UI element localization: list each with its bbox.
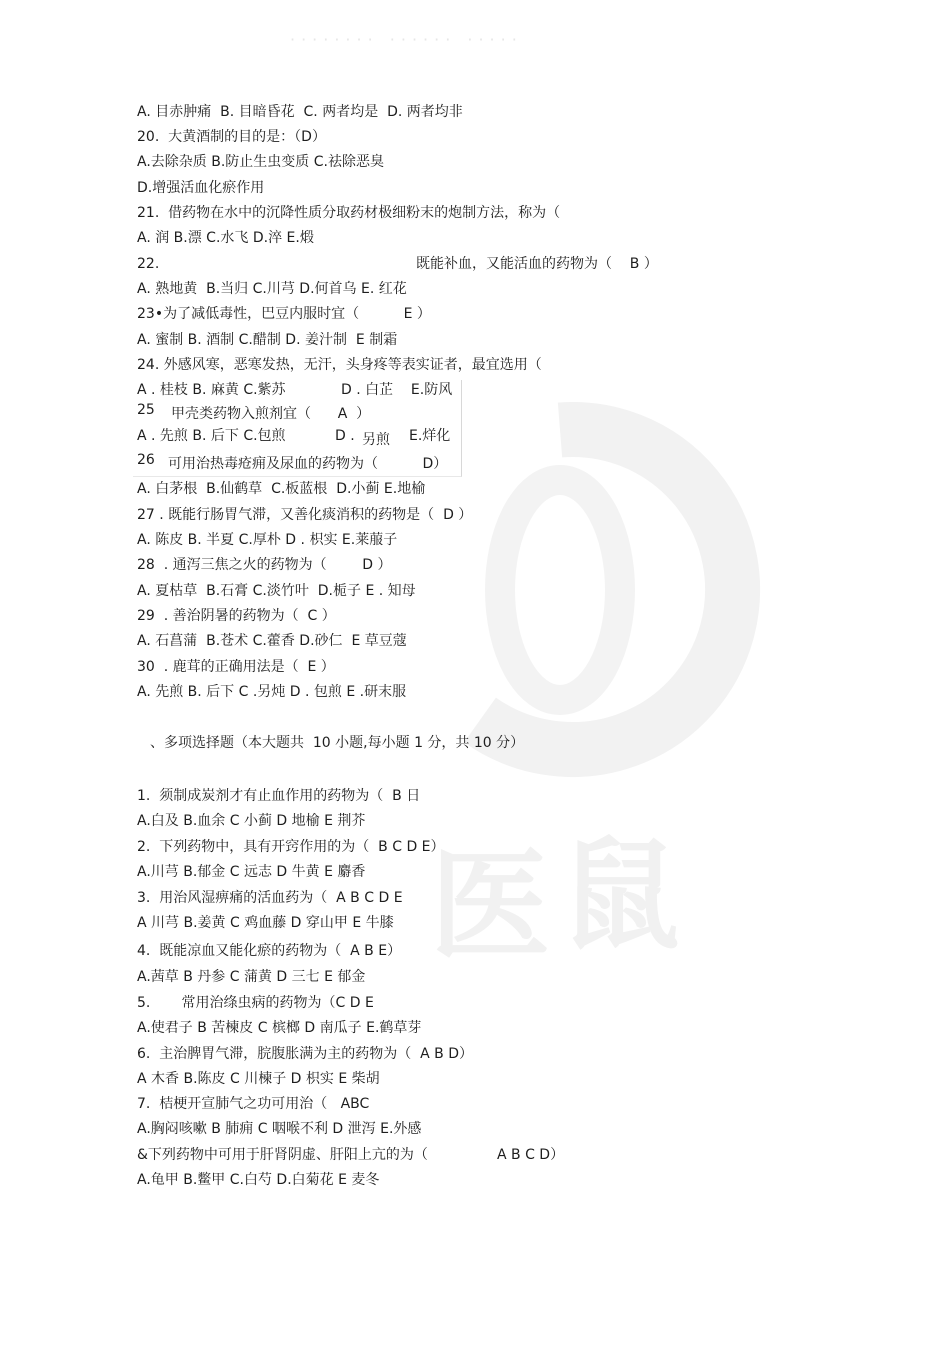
text-line-l24: A. 先煎 B. 后下 C .另炖 D . 包煎 E .研末服: [137, 684, 407, 700]
text-line-l25: 、多项选择题（本大题共 10 小题,每小题 1 分，共 10 分）: [150, 735, 525, 751]
text-line-l21: 29 . 善治阴暑的药物为（ C ）: [137, 608, 336, 624]
text-line-l09: 23•为了减低毒性，巴豆内服时宜（ E ）: [137, 306, 431, 322]
text-line-l36: 6. 主治脾胃气滞，脘腹胀满为主的药物为（ A B D）: [137, 1046, 474, 1062]
text-line-l34: 5. 常用治绦虫病的药物为（C D E: [137, 995, 374, 1011]
text-line-l06: A. 润 B.漂 C.水飞 D.淬 E.煅: [137, 230, 314, 246]
text-line-l30: 3. 用治风湿痹痛的活血药为（ A B C D E: [137, 890, 403, 906]
text-line-l13a: 25: [137, 402, 155, 418]
text-line-l29: A.川芎 B.郁金 C 远志 D 牛黄 E 麝香: [137, 864, 366, 880]
text-line-l12b: D . 白芷 E.防风: [341, 382, 453, 398]
text-line-l14b: D .: [335, 428, 355, 444]
text-line-l15a: 26: [137, 452, 155, 468]
text-line-l01: A. 目赤肿痛 B. 目暗昏花 C. 两者均是 D. 两者均非: [137, 104, 463, 120]
text-line-l32: 4. 既能凉血又能化瘀的药物为（ A B E）: [137, 943, 402, 959]
text-line-l19: 28 . 通泻三焦之火的药物为（ D ）: [137, 557, 392, 573]
text-line-l12a: A . 桂枝 B. 麻黄 C.紫苏: [137, 382, 286, 398]
text-line-l35: A.使君子 B 苦楝皮 C 槟榔 D 南瓜子 E.鹤草芽: [137, 1020, 422, 1036]
text-line-l02: 20. 大黄酒制的目的是：（D）: [137, 129, 326, 145]
text-line-l41: A.龟甲 B.鳖甲 C.白芍 D.白菊花 E 麦冬: [137, 1172, 380, 1188]
text-line-l22: A. 石菖蒲 B.苍术 C.藿香 D.砂仁 E 草豆蔻: [137, 633, 407, 649]
text-line-l13b: 甲壳类药物入煎剂宜（ A ）: [171, 406, 371, 422]
text-line-l16: A. 白茅根 B.仙鹤草 C.板蓝根 D.小蓟 E.地榆: [137, 481, 426, 497]
text-line-l07a: 22.: [137, 256, 160, 272]
text-line-l28: 2. 下列药物中，具有开窍作用的为（ B C D E）: [137, 839, 445, 855]
text-line-l18: A. 陈皮 B. 半夏 C.厚朴 D . 枳实 E.莱菔子: [137, 532, 398, 548]
text-line-l27: A.白及 B.血余 C 小蓟 D 地榆 E 荆芥: [137, 813, 366, 829]
text-line-l38: 7. 桔梗开宣肺气之功可用治（ ABC: [137, 1096, 370, 1112]
text-line-l40b: A B C D）: [497, 1147, 565, 1163]
text-line-l31: A 川芎 B.姜黄 C 鸡血藤 D 穿山甲 E 牛膝: [137, 915, 394, 931]
watermark-char-1: 医: [430, 835, 550, 976]
text-line-l37: A 木香 B.陈皮 C 川楝子 D 枳实 E 柴胡: [137, 1071, 380, 1087]
text-line-l11: 24. 外感风寒，恶寒发热，无汗，头身疼等表实证者，最宜选用（: [137, 357, 542, 373]
text-line-l17: 27 . 既能行肠胃气滞，又善化痰消积的药物是（ D ）: [137, 507, 473, 523]
text-line-l07b: 既能补血，又能活血的药物为（ B ）: [416, 256, 658, 272]
text-line-l05: 21. 借药物在水中的沉降性质分取药材极细粉末的炮制方法，称为（: [137, 205, 561, 221]
text-line-l23: 30 . 鹿茸的正确用法是（ E ）: [137, 659, 335, 675]
text-line-l39: A.胸闷咳嗽 B 肺痈 C 咽喉不利 D 泄泻 E.外感: [137, 1121, 422, 1137]
header-mark: ········ ······ ·····: [290, 30, 523, 49]
text-line-l26: 1. 须制成炭剂才有止血作用的药物为（ B 日: [137, 788, 421, 804]
text-line-l15b: 可用治热毒疮痈及尿血的药物为（ D）: [168, 456, 448, 472]
text-line-l08: A. 熟地黄 B.当归 C.川芎 D.何首乌 E. 红花: [137, 281, 407, 297]
text-line-l20: A. 夏枯草 B.石膏 C.淡竹叶 D.栀子 E . 知母: [137, 583, 416, 599]
text-line-l33: A.茜草 B 丹参 C 蒲黄 D 三七 E 郁金: [137, 969, 366, 985]
text-line-l10: A. 蜜制 B. 酒制 C.醋制 D. 姜汁制 E 制霜: [137, 332, 398, 348]
text-line-l03: A.去除杂质 B.防止生虫变质 C.祛除恶臭: [137, 154, 384, 170]
watermark-char-2: 鼠: [560, 825, 680, 966]
text-line-l40a: &下列药物中可用于肝肾阴虚、肝阳上亢的为（: [137, 1147, 428, 1163]
text-line-l14c: 另煎: [362, 432, 390, 448]
text-line-l04: D.增强活血化瘀作用: [137, 180, 265, 196]
text-line-l14a: A . 先煎 B. 后下 C.包煎: [137, 428, 286, 444]
text-line-l14d: E.烊化: [409, 428, 451, 444]
